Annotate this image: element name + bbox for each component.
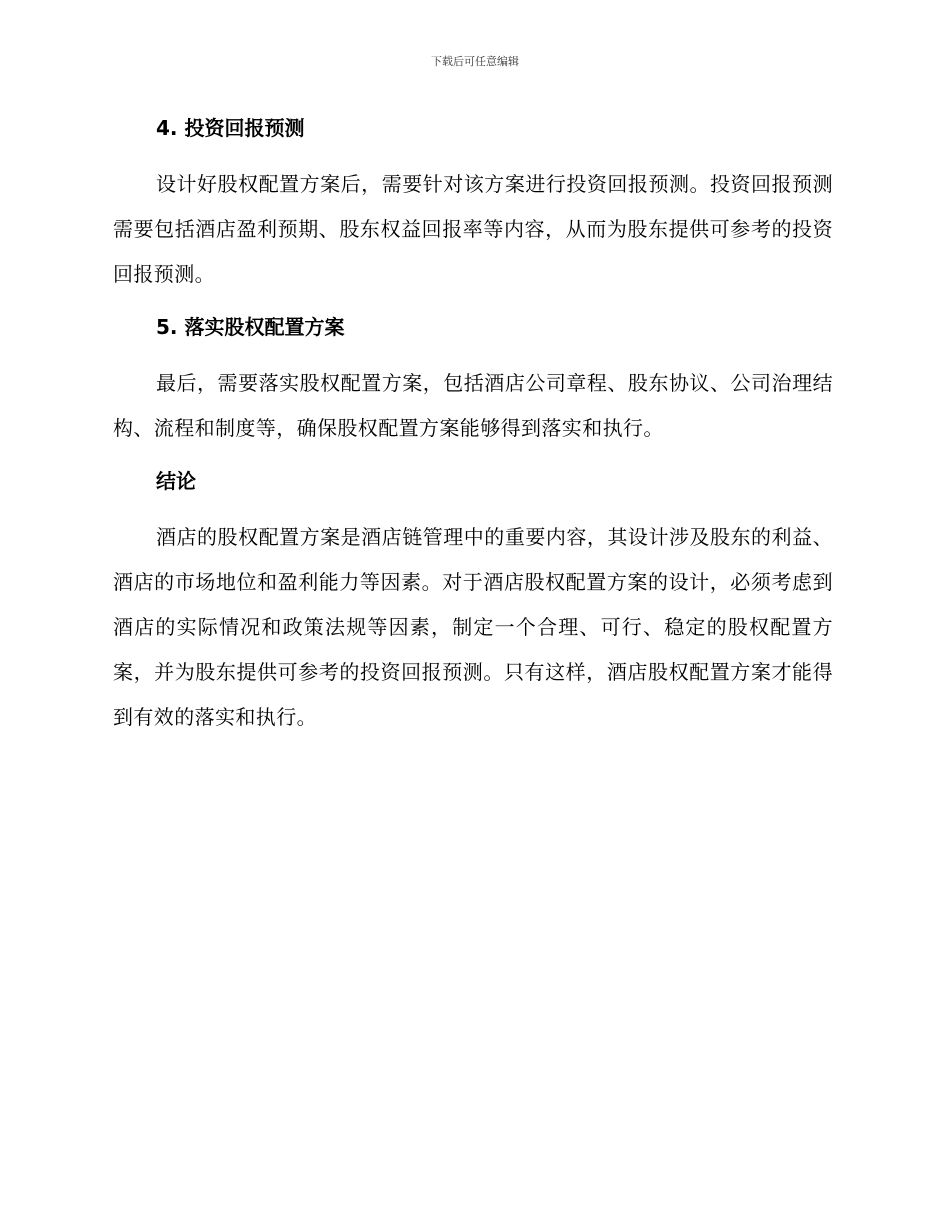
section-heading-implementation: 5. 落实股权配置方案 (156, 315, 345, 339)
document-body (113, 110, 833, 740)
section-heading-investment-return: 4. 投资回报预测 (156, 116, 305, 140)
section-paragraph-implementation: 最后，需要落实股权配置方案，包括酒店公司章程、股东协议、公司治理结构、流程和制度等，确保股权配置方案能够得到落实和执行。 (113, 371, 833, 440)
section-heading-conclusion: 结论 (156, 469, 196, 493)
section-paragraph-investment-return: 设计好股权配置方案后，需要针对该方案进行投资回报预测。投资回报预测需要包括酒店盈利预期、股东权益回报率等内容，从而为股东提供可参考的投资回报预测。 (113, 172, 833, 286)
section-paragraph-conclusion: 酒店的股权配置方案是酒店链管理中的重要内容，其设计涉及股东的利益、酒店的市场地位和盈利能力等因素。对于酒店股权配置方案的设计，必须考虑到酒店的实际情况和政策法规等因素，制定一个合理、可行、稳定的股权配置方案，并为股东提供可参考的投资回报预测。只有这样，酒店股权配置方案才能得到有效的落实和执行。 (113, 525, 833, 729)
page-header: 下载后可任意编辑 (431, 55, 519, 68)
